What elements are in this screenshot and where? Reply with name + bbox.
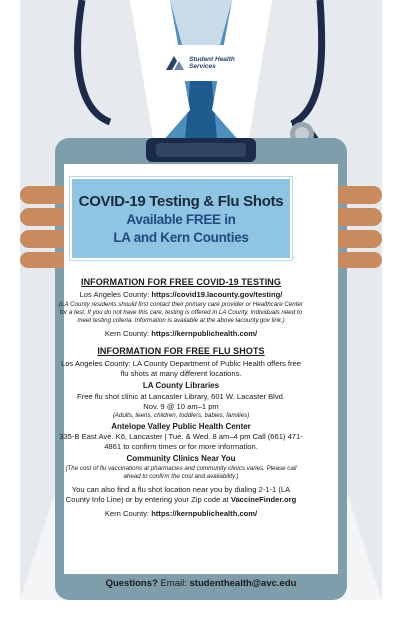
covid-la-label: Los Angeles County: bbox=[79, 290, 152, 299]
student-health-logo bbox=[158, 45, 252, 81]
footer bbox=[20, 578, 382, 589]
footer-email[interactable]: studenthealth@avc.edu bbox=[189, 578, 297, 589]
flu-kern-label: Kern County: bbox=[104, 508, 152, 518]
av-title: Antelope Valley Public Health Center bbox=[111, 421, 251, 431]
libraries-title: LA County Libraries bbox=[142, 381, 220, 390]
flu-la-text: Los Angeles County: LA County Department of Public Health offers free flu shots at many different locations. bbox=[60, 359, 302, 378]
banner-region: LA and Kern Counties bbox=[113, 230, 249, 245]
footer-email-label: Email: bbox=[157, 578, 190, 589]
banner-title: COVID-19 Testing & Flu Shots bbox=[78, 193, 284, 210]
covid-heading: INFORMATION FOR FREE COVID-19 TESTING bbox=[80, 277, 282, 287]
title-banner bbox=[70, 177, 292, 260]
vaccine-finder-link[interactable]: VaccineFinder.org bbox=[230, 494, 297, 504]
clinics-note: (The cost of flu vaccinations at pharmacies and community clinics varies. Please call ahead to confirm the cost and availability.) bbox=[65, 464, 297, 480]
logo-line-1: Student Health bbox=[189, 56, 235, 63]
covid-kern-link[interactable]: https://kernpublichealth.com/ bbox=[151, 329, 258, 338]
covid-la-link[interactable]: https://covid19.lacounty.gov/testing/ bbox=[151, 290, 283, 299]
avc-logo-icon bbox=[164, 52, 186, 74]
footer-question: Questions? bbox=[105, 578, 158, 589]
banner-subtitle: Available FREE in bbox=[126, 212, 236, 227]
covid-kern-label: Kern County: bbox=[104, 329, 152, 338]
flu-heading: INFORMATION FOR FREE FLU SHOTS bbox=[97, 346, 265, 356]
covid-la-note: (LA County residents should first contact their primary care provider or Healthcare Center for a test. If you do not have this care, testing is offered in LA County. Individuals need to meet testing criteria. Information is available at the above lacounty.gov link.) bbox=[59, 301, 303, 324]
finder-text: You can also find a flu shot location near you by dialing 2-1-1 (LA County Info Line) or by entering your Zip code at bbox=[65, 484, 291, 504]
flu-kern-link[interactable]: https://kernpublichealth.com/ bbox=[151, 508, 258, 518]
libraries-note: (Adults, teens, children, toddlers, babies, families) bbox=[112, 411, 250, 419]
logo-line-2: Services bbox=[189, 63, 216, 70]
clinics-title: Community Clinics Near You bbox=[126, 454, 236, 463]
libraries-text: Free flu shot clinic at Lancaster Library, 601 W. Lacaster Blvd. Nov. 9 @ 10 am–1 pm bbox=[77, 391, 285, 411]
av-text: 335-B East Ave. K6, Lancaster | Tue. & Wed. 8 am–4 pm Call (661) 471-4861 to confirm times or for more information. bbox=[59, 432, 303, 451]
flyer-content bbox=[52, 277, 310, 519]
